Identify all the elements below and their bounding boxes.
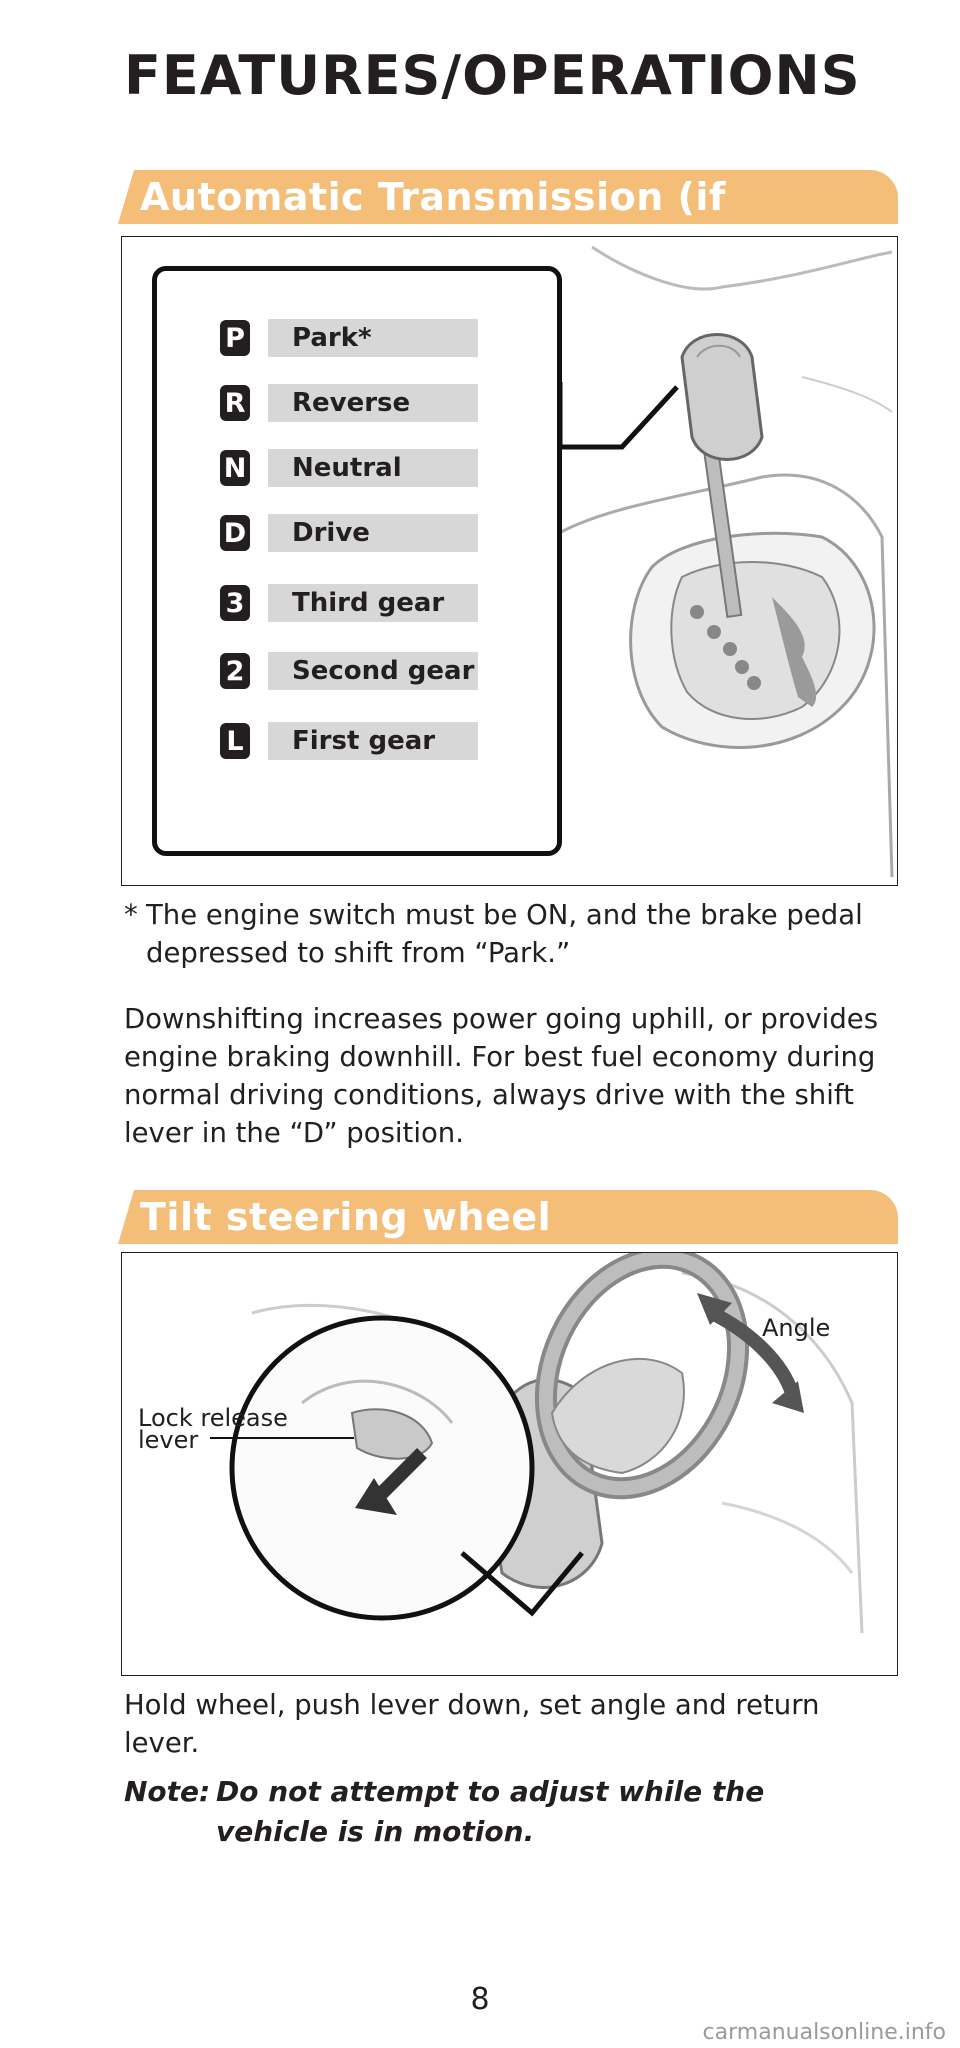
gear-label-reverse: Reverse [268, 384, 478, 422]
gear-row-reverse [220, 384, 478, 422]
transmission-body: Downshifting increases power going uphill, or provides engine braking downhill. For best fuel economy during normal driving conditions, always drive with the shift lever in the “D” position. [124, 1003, 879, 1149]
gear-label-drive: Drive [268, 514, 478, 552]
gear-row-third [220, 584, 478, 622]
note-text: Do not attempt to adjust while the vehicle is in motion. [216, 1775, 765, 1848]
tilt-figure [121, 1252, 898, 1676]
gear-row-first [220, 722, 478, 760]
gear-badge-p: P [220, 320, 250, 356]
note-label: Note: [124, 1775, 211, 1808]
watermark: carmanualsonline.info [702, 2020, 946, 2045]
footnote-marker: * [124, 899, 138, 931]
gear-badge-3: 3 [220, 585, 250, 621]
page-number: 8 [470, 1982, 490, 2017]
gear-label-third: Third gear [268, 584, 478, 622]
gear-badge-d: D [220, 515, 250, 551]
lock-release-callout-line1: Lock release [138, 1404, 288, 1432]
gear-row-drive [220, 514, 478, 552]
gear-badge-n: N [220, 450, 250, 486]
gear-label-second: Second gear [268, 652, 478, 690]
page-title: FEATURES/OPERATIONS [124, 44, 861, 107]
gear-label-park: Park* [268, 319, 478, 357]
tilt-body: Hold wheel, push lever down, set angle and return lever. [124, 1689, 820, 1759]
angle-callout: Angle [762, 1314, 831, 1342]
gear-badge-2: 2 [220, 653, 250, 689]
transmission-footnote [124, 896, 884, 972]
tilt-section-header: Tilt steering wheel [118, 1190, 898, 1244]
gear-row-second [220, 652, 478, 690]
gear-label-first: First gear [268, 722, 478, 760]
tilt-note [124, 1772, 884, 1852]
gear-badge-l: L [220, 723, 250, 759]
transmission-section-header: Automatic Transmission (if [118, 170, 898, 224]
transmission-figure [121, 236, 898, 886]
gear-label-neutral: Neutral [268, 449, 478, 487]
gear-row-park [220, 319, 478, 357]
lock-release-callout-line2: lever [138, 1426, 199, 1454]
gear-row-neutral [220, 449, 478, 487]
footnote-text: The engine switch must be ON, and the brake pedal depressed to shift from “Park.” [146, 899, 863, 969]
gear-badge-r: R [220, 385, 250, 421]
